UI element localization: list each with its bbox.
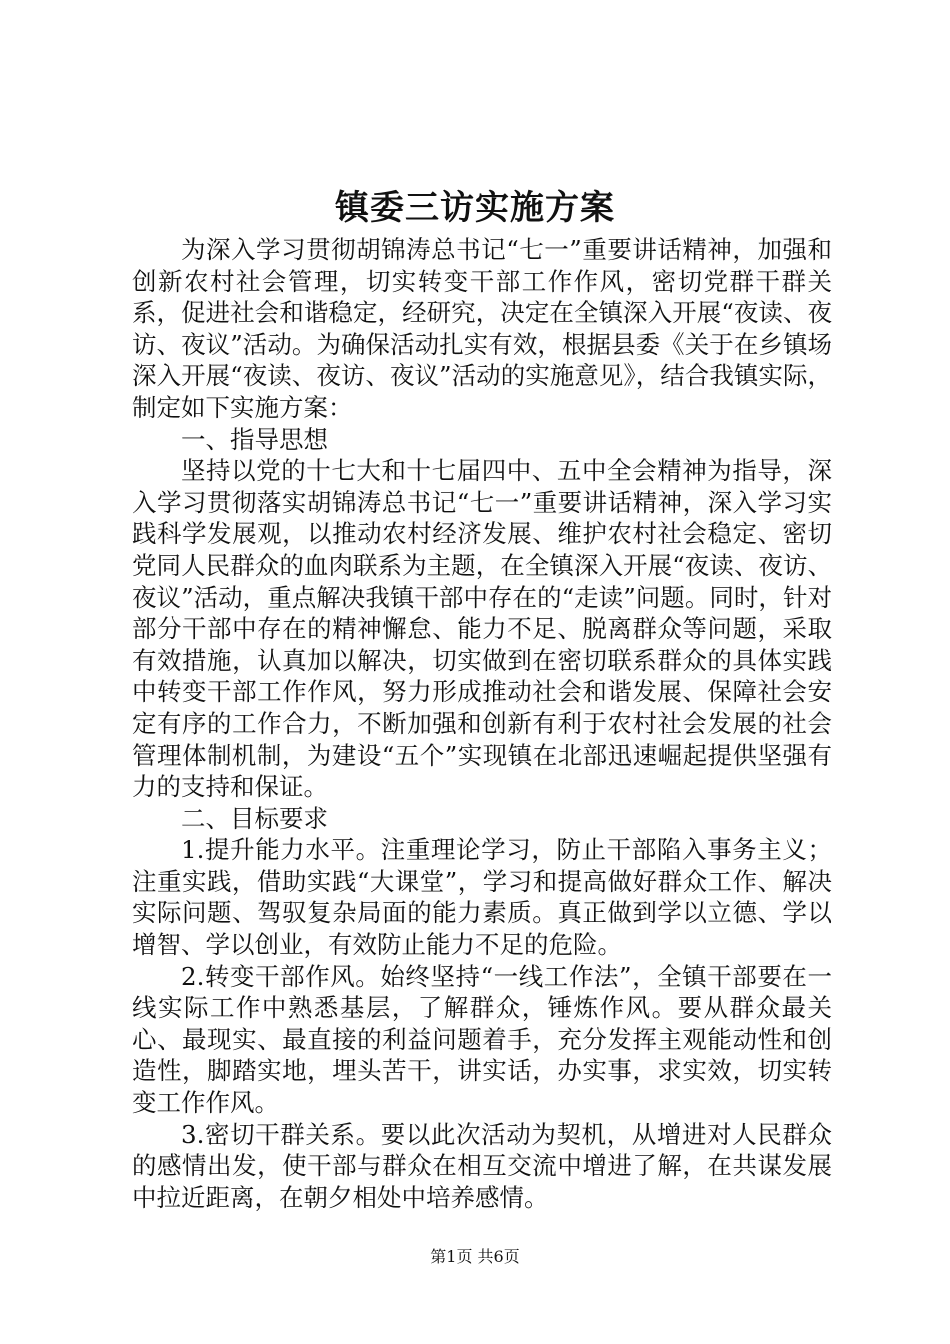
intro-paragraph: 为深入学习贯彻胡锦涛总书记“七一”重要讲话精神，加强和创新农村社会管理，切实转变干部工作作风，密切党群干群关系，促进社会和谐稳定，经研究，决定在全镇深入开展“夜读、夜访、夜议”活动。为确保活动扎实有效，根据县委《关于在乡镇场深入开展“夜读、夜访、夜议”活动的实施意见》，结合我镇实际，制定如下实施方案： — [132, 235, 832, 422]
page-number-footer: 第1页 共6页 — [430, 1247, 520, 1266]
section-heading-goals: 二、目标要求 — [181, 803, 328, 833]
guiding-thought-paragraph: 坚持以党的十七大和十七届四中、五中全会精神为指导，深入学习贯彻落实胡锦涛总书记“七一”重要讲话精神，深入学习实践科学发展观，以推动农村经济发展、维护农村社会稳定、密切党同人民群众的血肉联系为主题，在全镇深入开展“夜读、夜访、夜议”活动，重点解决我镇干部中存在的“走读”问题。同时，针对部分干部中存在的精神懈怠、能力不足、脱离群众等问题，采取有效措施，认真加以解决，切实做到在密切联系群众的具体实践中转变干部工作作风，努力形成推动社会和谐发展、保障社会安定有序的工作合力，不断加强和创新有利于农村社会发展的社会管理体制机制，为建设“五个”实现镇在北部迅速崛起提供坚强有力的支持和保证。 — [132, 456, 832, 802]
document-body — [132, 234, 832, 1213]
section-heading-guiding-thought: 一、指导思想 — [181, 424, 328, 454]
goal-item-1: 1.提升能力水平。注重理论学习，防止干部陷入事务主义；注重实践，借助实践“大课堂”，学习和提高做好群众工作、解决实际问题、驾驭复杂局面的能力素质。真正做到学以立德、学以增智、学以创业，有效防止能力不足的危险。 — [132, 835, 832, 960]
goal-item-3: 3.密切干群关系。要以此次活动为契机，从增进对人民群众的感情出发，使干部与群众在相互交流中增进了解，在共谋发展中拉近距离，在朝夕相处中培养感情。 — [132, 1119, 832, 1212]
goal-item-2: 2.转变干部作风。始终坚持“一线工作法”，全镇干部要在一线实际工作中熟悉基层，了解群众，锤炼作风。要从群众最关心、最现实、最直接的利益问题着手，充分发挥主观能动性和创造性，脚踏实地，埋头苦干，讲实话，办实事，求实效，切实转变工作作风。 — [132, 961, 832, 1118]
document-title: 镇委三访实施方案 — [335, 188, 615, 228]
